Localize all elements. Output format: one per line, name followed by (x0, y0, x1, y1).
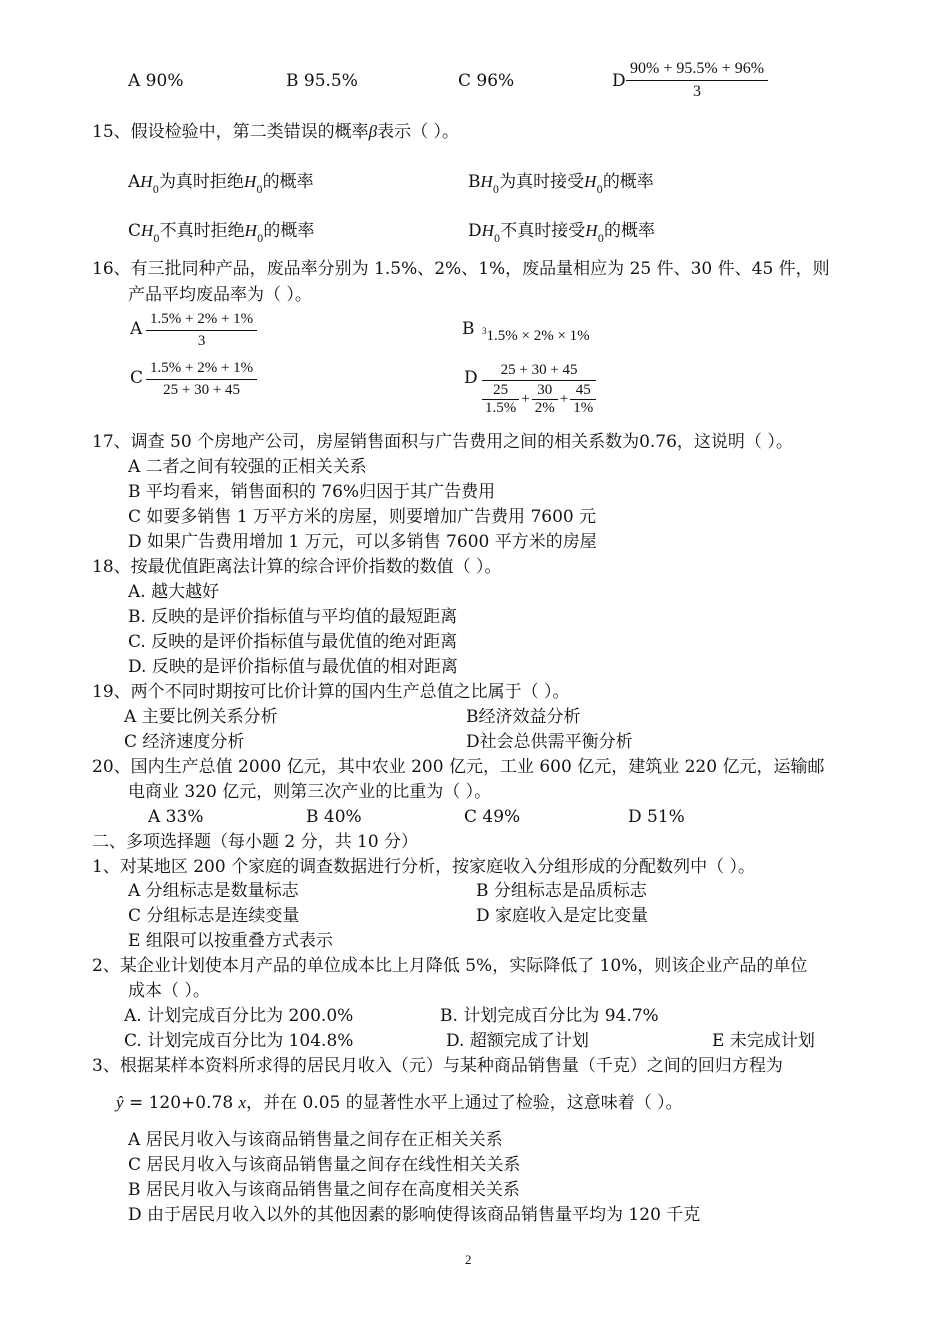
q16-option-b-expression (482, 320, 590, 347)
q20-option-a: A 33% (148, 807, 204, 827)
m3-stem-post: ，并在 0.05 的显著性水平上通过了检验，这意味着（ ）。 (246, 1093, 683, 1113)
q20-option-d: D 51% (628, 807, 685, 827)
fraction-numerator: 1.5% + 2% + 1% (146, 360, 257, 380)
m1-option-b: B 分组标志是品质标志 (476, 881, 647, 901)
sub-denominator: 2% (534, 400, 555, 416)
option-letter: C (128, 221, 142, 241)
q15-option-d (468, 220, 655, 245)
q20-stem-line2: 电商业 320 亿元，则第三次产业的比重为（ ）。 (128, 782, 492, 802)
q15-stem-post: 表示（ ）。 (377, 122, 460, 142)
h-symbol: H (585, 221, 598, 240)
m1-stem: 1、对某地区 200 个家庭的调查数据进行分析，按家庭收入分组形成的分配数列中（ ）。 (92, 857, 755, 877)
q16-option-d-letter: D (464, 368, 478, 388)
fraction-numerator: 25 + 30 + 45 (482, 362, 596, 381)
m1-option-d: D 家庭收入是定比变量 (476, 906, 649, 926)
subscript: 0 (493, 234, 501, 245)
page-number: 2 (465, 1252, 472, 1267)
subscript: 0 (256, 234, 264, 245)
beta-symbol: β (368, 122, 378, 141)
m3-option-c: C 居民月收入与该商品销售量之间存在线性相关关系 (128, 1155, 521, 1175)
fraction-numerator: 1.5% + 2% + 1% (146, 311, 257, 331)
m1-option-e: E 组限可以按重叠方式表示 (128, 931, 333, 951)
m1-option-a: A 分组标志是数量标志 (128, 881, 299, 901)
q16-option-c-fraction (146, 360, 257, 399)
subscript: 0 (152, 185, 159, 196)
sub-numerator: 45 (570, 382, 596, 400)
sub-numerator: 25 (482, 382, 519, 400)
q15-stem (92, 121, 459, 143)
q14-option-b: B 95.5% (286, 71, 358, 91)
subscript: 0 (153, 234, 160, 245)
q17-option-a: A 二者之间有较强的正相关关系 (128, 457, 367, 477)
sub-fraction (570, 382, 596, 417)
h-symbol: H (141, 221, 154, 240)
q16-option-a-fraction (146, 311, 257, 350)
q18-option-b: B. 反映的是评价指标值与平均值的最短距离 (128, 607, 458, 627)
q15-option-a (128, 171, 314, 196)
q19-stem: 19、两个不同时期按可比价计算的国内生产总值之比属于（ ）。 (92, 682, 570, 702)
option-text: 为真时接受 (499, 172, 585, 192)
sub-fraction (532, 382, 558, 417)
q20-stem-line1: 20、国内生产总值 2000 亿元，其中农业 200 亿元，工业 600 亿元，建筑业 220 亿元，运输邮 (92, 757, 825, 777)
fraction-denominator: 25 + 30 + 45 (163, 382, 241, 398)
m2-stem-line1: 2、某企业计划使本月产品的单位成本比上月降低 5%，实际降低了 10%，则该企业产品的单位 (92, 956, 808, 976)
h-symbol: H (480, 172, 493, 191)
q16-option-a-letter: A (130, 319, 143, 339)
fraction-denominator: 3 (693, 83, 702, 100)
option-text: 不真时拒绝 (159, 221, 245, 241)
q17-stem: 17、调查 50 个房地产公司，房屋销售面积与广告费用之间的相关系数为0.76，这说明（ ）。 (92, 432, 793, 452)
q17-option-c: C 如要多销售 1 万平方米的房屋，则要增加广告费用 7600 元 (128, 507, 597, 527)
cube-root-index: 3 (482, 326, 487, 336)
option-letter: B (468, 172, 481, 192)
subscript: 0 (596, 185, 603, 196)
q19-option-a: A 主要比例关系分析 (124, 707, 278, 727)
q15-stem-pre: 15、假设检验中，第二类错误的概率 (92, 122, 369, 142)
q16-option-c-letter: C (130, 368, 144, 388)
q20-option-b: B 40% (306, 807, 362, 827)
y-hat-symbol: ŷ (116, 1093, 124, 1112)
m2-option-d: D. 超额完成了计划 (446, 1031, 589, 1051)
q18-option-a: A. 越大越好 (128, 582, 220, 602)
m2-stem-line2: 成本（ ）。 (128, 981, 210, 1001)
plus-sign: + (559, 391, 569, 407)
m3-stem-line1: 3、根据某样本资料所求得的居民月收入（元）与某种商品销售量（千克）之间的回归方程为 (92, 1056, 783, 1076)
subscript: 0 (256, 185, 263, 196)
q17-option-b: B 平均看来，销售面积的 76%归因于其广告费用 (128, 482, 496, 502)
sub-fraction (482, 382, 519, 417)
q14-option-d-letter: D (612, 71, 626, 91)
h-symbol: H (140, 172, 153, 191)
q18-stem: 18、按最优值距离法计算的综合评价指数的数值（ ）。 (92, 557, 502, 577)
sub-denominator: 1% (573, 400, 594, 416)
m2-option-b: B. 计划完成百分比为 94.7% (440, 1006, 659, 1026)
q14-option-c: C 96% (458, 71, 515, 91)
q18-option-c: C. 反映的是评价指标值与最优值的绝对距离 (128, 632, 458, 652)
fraction-denominator: 3 (197, 333, 206, 349)
h-symbol: H (481, 221, 494, 240)
m3-stem-line2 (116, 1092, 683, 1114)
option-letter: D (468, 221, 482, 241)
x-symbol: x (238, 1093, 247, 1112)
option-text: 不真时接受 (500, 221, 586, 241)
plus-sign: + (521, 391, 530, 407)
q16-stem-line2: 产品平均废品率为（ ）。 (128, 285, 312, 305)
q17-option-d: D 如果广告费用增加 1 万元，可以多销售 7600 平方米的房屋 (128, 532, 597, 552)
m3-option-a: A 居民月收入与该商品销售量之间存在正相关关系 (128, 1130, 503, 1150)
option-letter: A (128, 172, 141, 192)
q14-option-d-fraction (626, 60, 768, 101)
q15-option-c (128, 220, 314, 245)
h-symbol: H (243, 172, 257, 191)
m3-option-b: B 居民月收入与该商品销售量之间存在高度相关关系 (128, 1180, 520, 1200)
fraction-numerator: 90% + 95.5% + 96% (626, 60, 768, 81)
option-text: 的概率 (602, 172, 654, 192)
option-text: 的概率 (262, 172, 314, 192)
option-text: 为真时拒绝 (158, 172, 244, 192)
q19-option-d: D社会总供需平衡分析 (466, 732, 633, 752)
q16-option-b-letter: B (462, 319, 475, 339)
regression-equation: = 120+0.78 (123, 1093, 239, 1113)
option-text: 的概率 (263, 221, 315, 241)
m2-option-c: C. 计划完成百分比为 104.8% (124, 1031, 354, 1051)
q19-option-b: B经济效益分析 (466, 707, 581, 727)
sub-numerator: 30 (532, 382, 558, 400)
m2-option-e: E 未完成计划 (712, 1031, 815, 1051)
radicand: 1.5% × 2% × 1% (486, 328, 590, 344)
m2-option-a: A. 计划完成百分比为 200.0% (124, 1006, 354, 1026)
q16-stem-line1: 16、有三批同种产品，废品率分别为 1.5%、2%、1%，废品量相应为 25 件、30 件、45 件，则 (92, 259, 830, 279)
h-symbol: H (584, 172, 597, 191)
sub-denominator: 1.5% (485, 400, 517, 416)
fraction-denominator (482, 381, 596, 417)
subscript: 0 (492, 185, 500, 196)
q19-option-c: C 经济速度分析 (124, 732, 245, 752)
subscript: 0 (597, 234, 604, 245)
q14-option-a: A 90% (128, 71, 184, 91)
q20-option-c: C 49% (464, 807, 521, 827)
m3-option-d: D 由于居民月收入以外的其他因素的影响使得该商品销售量平均为 120 千克 (128, 1205, 701, 1225)
section-heading-multiple-choice: 二、多项选择题（每小题 2 分，共 10 分） (92, 832, 419, 852)
q16-option-d-fraction (482, 362, 596, 417)
option-text: 的概率 (603, 221, 655, 241)
m1-option-c: C 分组标志是连续变量 (128, 906, 300, 926)
h-symbol: H (244, 221, 257, 240)
q18-option-d: D. 反映的是评价指标值与最优值的相对距离 (128, 657, 458, 677)
q15-option-b (468, 171, 654, 196)
